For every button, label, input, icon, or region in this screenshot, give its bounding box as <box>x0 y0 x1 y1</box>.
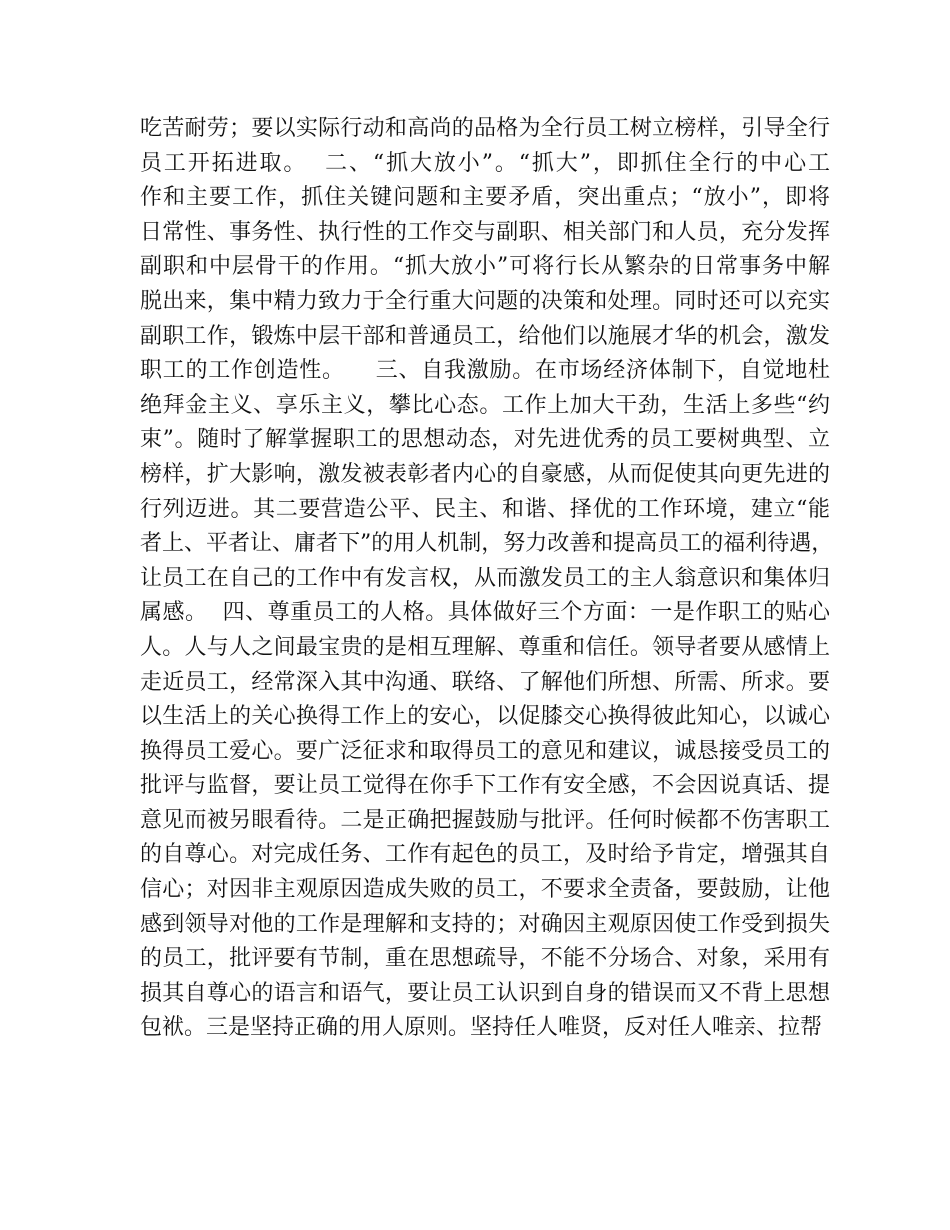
text-line: 吃苦耐劳；要以实际行动和高尚的品格为全行员工树立榜样，引导全行 <box>140 116 830 141</box>
text-line: 损其自尊心的语言和语气，要让员工认识到自身的错误而又不背上思想 <box>140 980 830 1006</box>
text-line: 榜样，扩大影响，激发被表彰者内心的自豪感，从而促使其向更先进的 <box>140 461 830 487</box>
text-line: 员工开拓进取。 二、“抓大放小”。“抓大”，即抓住全行的中心工 <box>140 150 830 176</box>
text-line: 副职工作，锻炼中层干部和普通员工，给他们以施展才华的机会，激发 <box>140 323 830 349</box>
text-line: 的自尊心。对完成任务、工作有起色的员工，及时给予肯定，增强其自 <box>140 842 830 868</box>
text-line: 束”。随时了解掌握职工的思想动态，对先进优秀的员工要树典型、立 <box>140 427 830 453</box>
text-line: 换得员工爱心。要广泛征求和取得员工的意见和建议，诚恳接受员工的 <box>140 738 830 764</box>
text-line: 以生活上的关心换得工作上的安心，以促膝交心换得彼此知心，以诚心 <box>140 704 830 730</box>
text-line: 批评与监督，要让员工觉得在你手下工作有安全感，不会因说真话、提 <box>140 773 830 799</box>
text-line: 职工的工作创造性。 三、自我激励。在市场经济体制下，自觉地杜 <box>140 358 830 384</box>
text-line: 让员工在自己的工作中有发言权，从而激发员工的主人翁意识和集体归 <box>140 565 830 591</box>
body-paragraph <box>140 112 834 1046</box>
text-line: 日常性、事务性、执行性的工作交与副职、相关部门和人员，充分发挥 <box>140 219 830 245</box>
text-line: 属感。 四、尊重员工的人格。具体做好三个方面：一是作职工的贴心 <box>140 600 830 626</box>
text-line: 绝拜金主义、享乐主义，攀比心态。工作上加大干劲，生活上多些“约 <box>140 392 830 418</box>
text-line: 信心；对因非主观原因造成失败的员工，不要求全责备，要鼓励，让他 <box>140 877 830 903</box>
text-line: 者上、平者让、庸者下”的用人机制，努力改善和提高员工的福利待遇， <box>140 531 834 557</box>
text-line: 意见而被另眼看待。二是正确把握鼓励与批评。任何时候都不伤害职工 <box>140 807 830 833</box>
text-line: 走近员工，经常深入其中沟通、联络、了解他们所想、所需、所求。要 <box>140 669 830 695</box>
text-line: 的员工，批评要有节制，重在思想疏导，不能不分场合、对象，采用有 <box>140 946 830 972</box>
text-line: 作和主要工作，抓住关键问题和主要矛盾，突出重点；“放小”，即将 <box>140 185 830 211</box>
text-line: 感到领导对他的工作是理解和支持的；对确因主观原因使工作受到损失 <box>140 911 830 937</box>
text-line: 脱出来，集中精力致力于全行重大问题的决策和处理。同时还可以充实 <box>140 288 830 314</box>
text-line: 副职和中层骨干的作用。“抓大放小”可将行长从繁杂的日常事务中解 <box>140 254 830 280</box>
text-line: 行列迈进。其二要营造公平、民主、和谐、择优的工作环境，建立“能 <box>140 496 830 522</box>
text-line: 人。人与人之间最宝贵的是相互理解、尊重和信任。领导者要从感情上 <box>140 634 830 660</box>
text-line: 包袱。三是坚持正确的用人原则。坚持任人唯贤，反对任人唯亲、拉帮 <box>140 1015 823 1041</box>
